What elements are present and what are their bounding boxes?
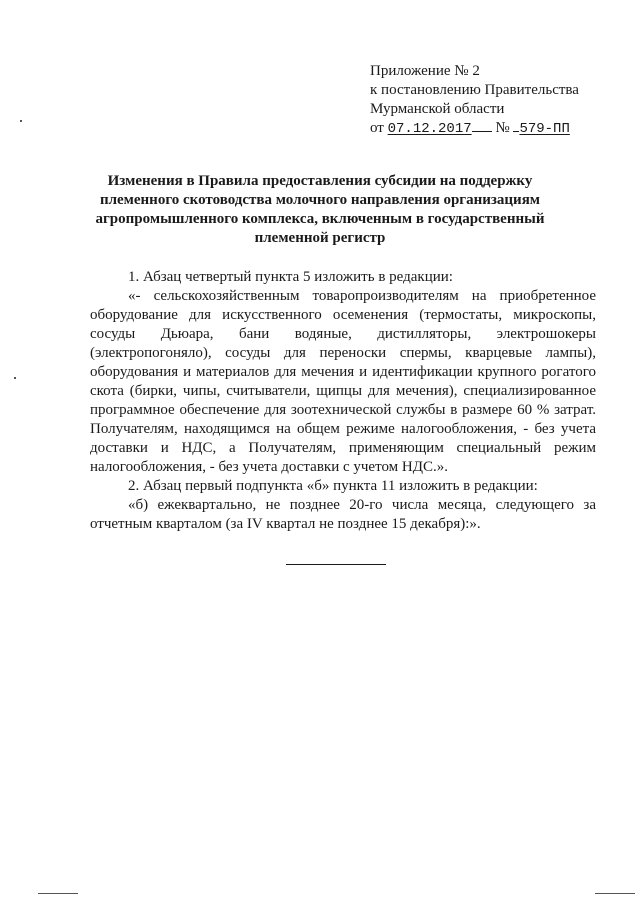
paragraph-line: отчетным кварталом (за IV квартал не позднее 15 декабря):». (90, 516, 481, 532)
appendix-block (370, 62, 620, 139)
date-value: 07.12.2017 (387, 121, 472, 137)
scan-edge-mark (38, 893, 78, 894)
appendix-region-line: Мурманской области (370, 101, 505, 117)
date-prefix: от (370, 120, 384, 136)
paragraph-line: сосуды Дьюара, бани водяные, дистилляторы, электрошокеры (90, 326, 596, 342)
paragraph-line: Получателям, находящимся на общем режиме налогообложения, - без учета (90, 421, 596, 437)
paragraph-line: «- сельскохозяйственным товаропроизводителям на приобретенное (128, 288, 596, 304)
paragraph-line: оборудования и материалов для мечения и идентификации крупного рогатого (90, 364, 596, 380)
paragraph-line: налогообложения, - без учета доставки с учетом НДС.». (90, 459, 448, 475)
paragraph-line: программное обеспечение для зоотехнической службы в размере 60 % затрат. (90, 402, 596, 418)
paragraph-line: 1. Абзац четвертый пункта 5 изложить в редакции: (128, 269, 453, 285)
paragraph-4 (90, 496, 596, 534)
appendix-resolution-line: к постановлению Правительства (370, 82, 579, 98)
scan-edge-mark (595, 893, 635, 894)
appendix-number: Приложение № 2 (370, 63, 480, 79)
paragraph-line: доставки и НДС, а Получателям, применяющим специальный режим (90, 440, 596, 456)
number-value: 579-ПП (519, 121, 570, 137)
paragraph-line: скота (бирки, чипы, считыватели, щипцы для мечения), специализированное (90, 383, 596, 399)
paragraph-line: 2. Абзац первый подпункта «б» пункта 11 изложить в редакции: (128, 478, 538, 494)
closing-separator-line (286, 564, 386, 565)
appendix-date-line (370, 119, 620, 139)
document-body (90, 268, 596, 534)
paragraph-line: «б) ежеквартально, не позднее 20-го числа месяца, следующего за (128, 497, 596, 513)
title-line: агропромышленного комплекса, включенным в государственный (95, 211, 545, 227)
date-underline (472, 119, 492, 132)
scan-speck (20, 120, 22, 122)
scan-speck (14, 377, 16, 379)
paragraph-2 (90, 287, 596, 477)
title-line: племенной регистр (254, 230, 386, 246)
number-prefix: № (495, 120, 510, 136)
paragraph-line: (электропогоняло), сосуды для переноски спермы, кварцевые лампы), (90, 345, 596, 361)
title-line: племенного скотоводства молочного направления организациям (99, 192, 541, 208)
paragraph-line: оборудование для искусственного осеменения (термостаты, микроскопы, (90, 307, 596, 323)
document-title (80, 172, 560, 248)
paragraph-1 (90, 268, 596, 287)
paragraph-3 (90, 477, 596, 496)
title-line: Изменения в Правила предоставления субсидии на поддержку (107, 173, 533, 189)
